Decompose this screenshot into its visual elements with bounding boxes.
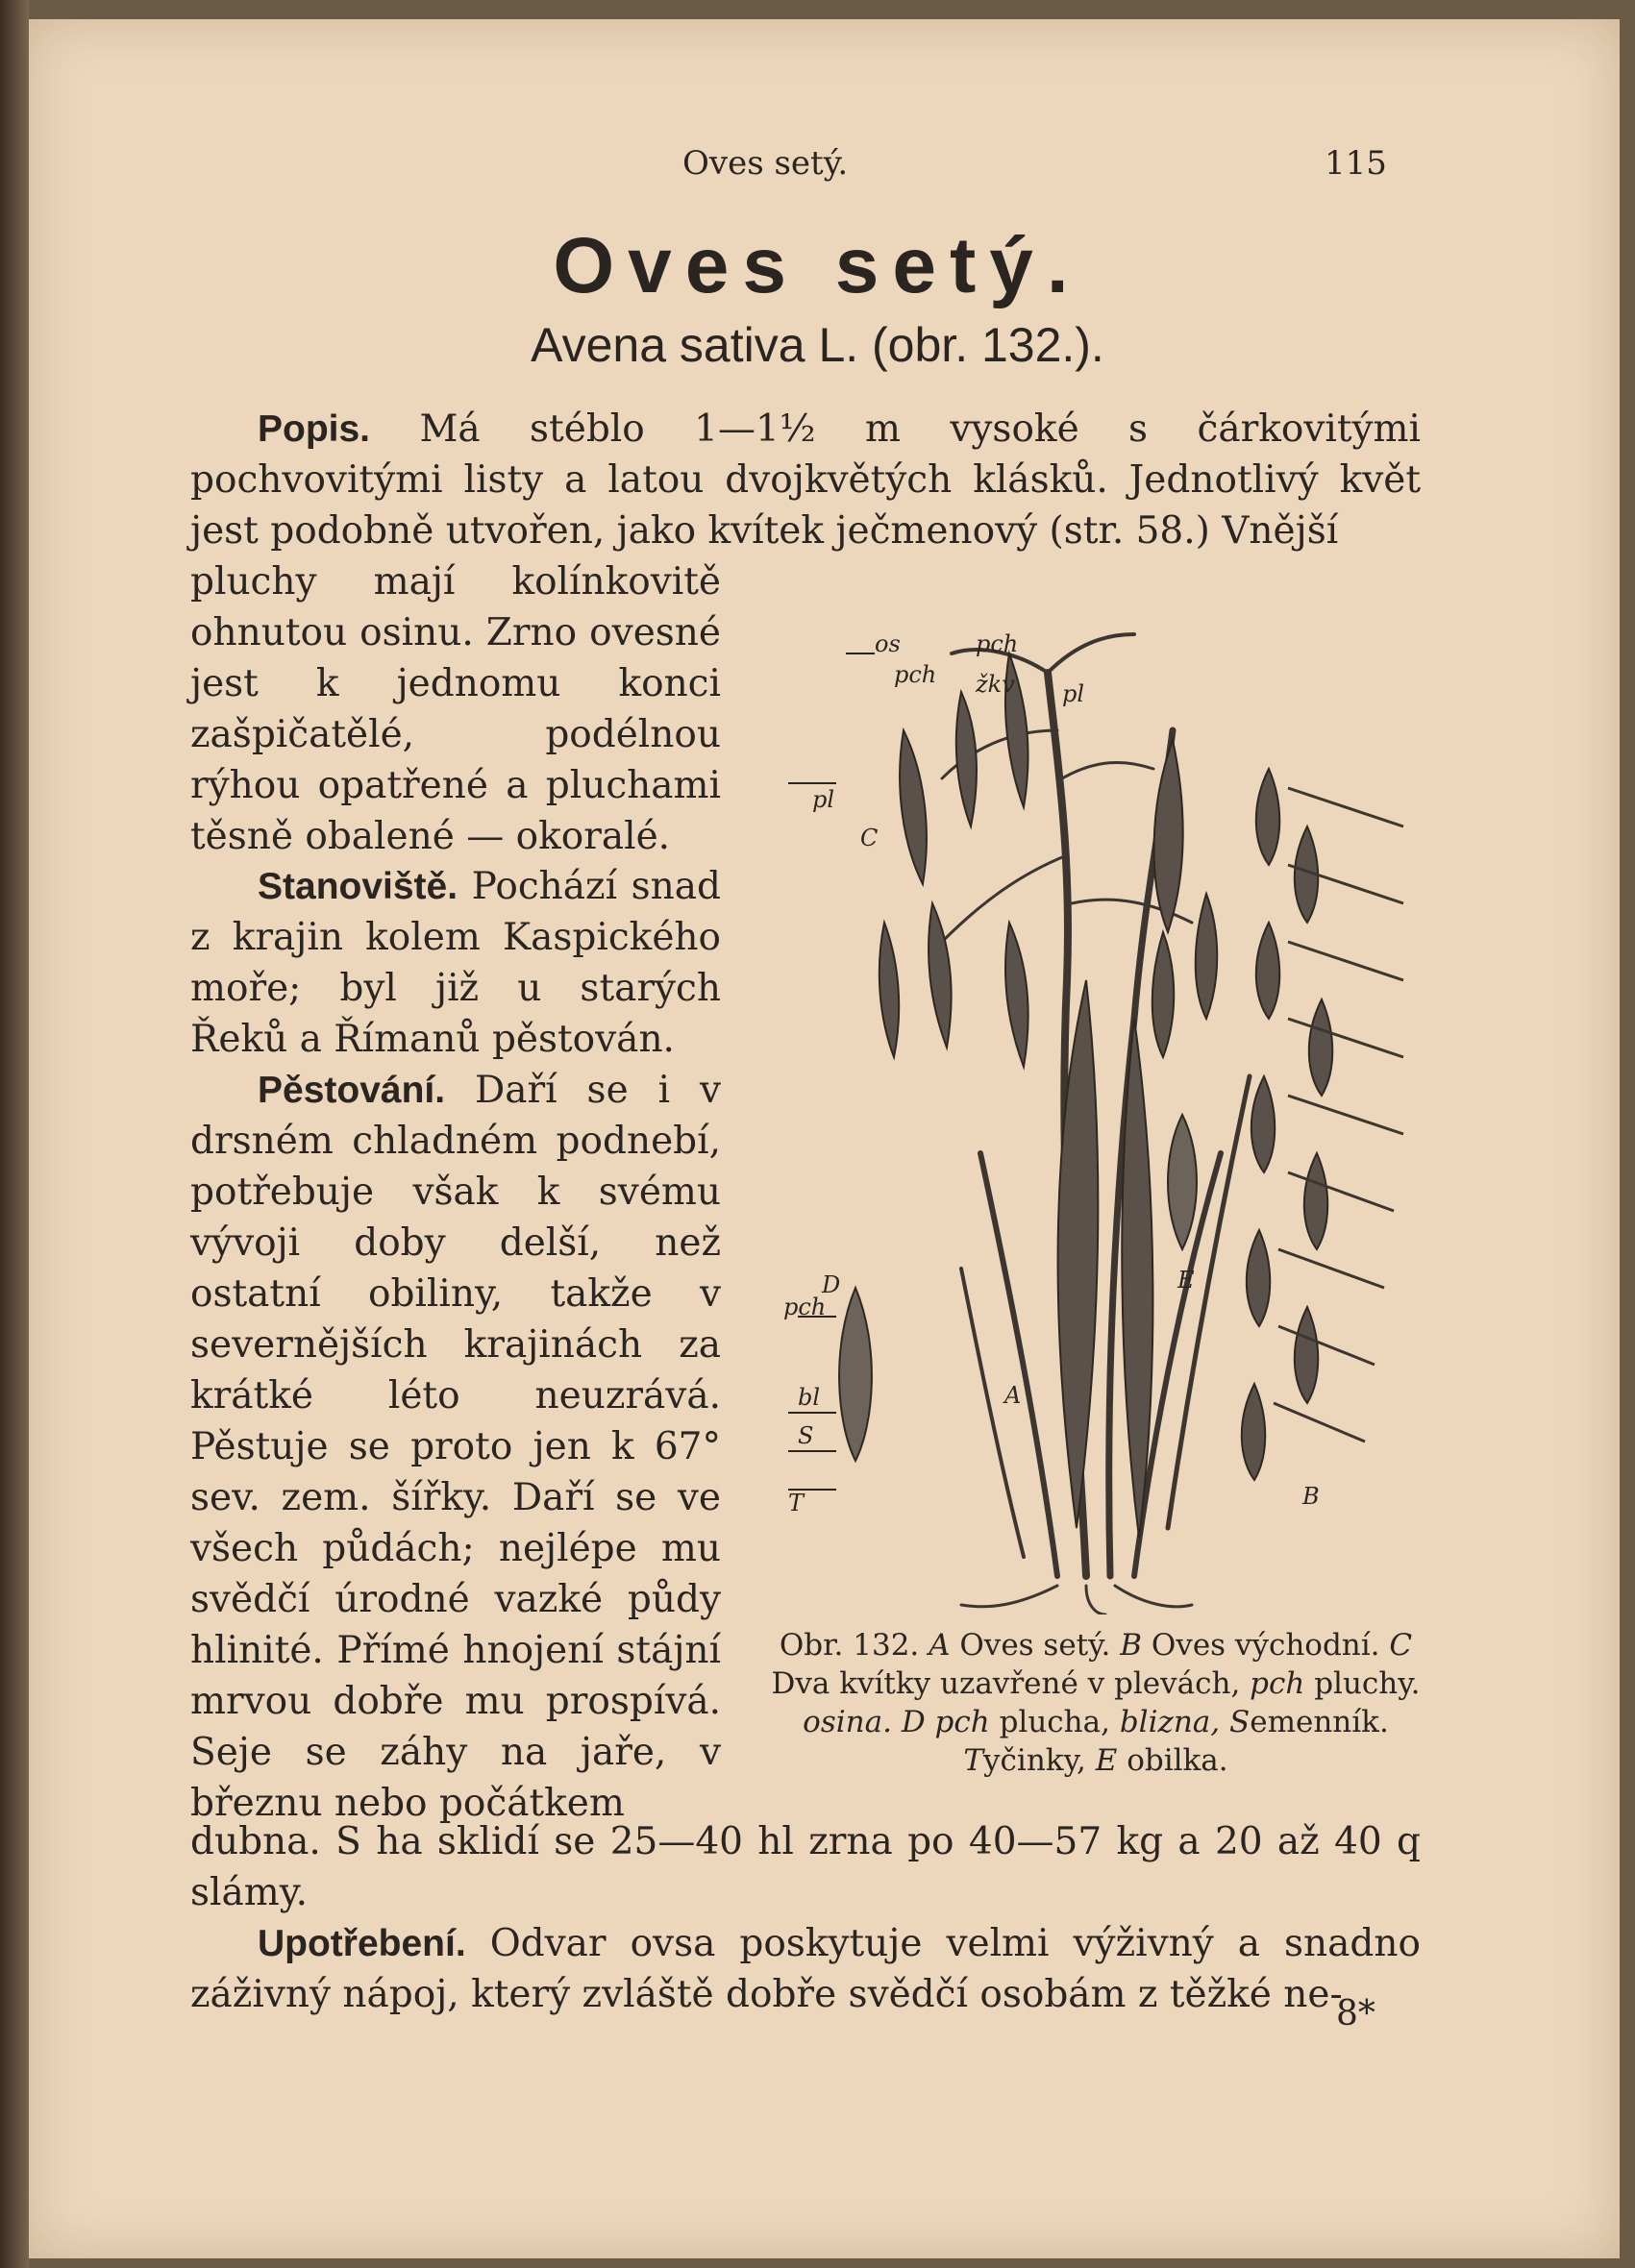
caption-d-text: plucha, (999, 1705, 1110, 1739)
fig-label-c: C (860, 825, 879, 851)
popis-continuation: pluchy mají kolínkovitě ohnutou osinu. Zrno ovesné jest k jednomu konci zašpičatělé, podélnou rýhou opatřené a pluchami těsně obalené — okoralé. (190, 560, 721, 858)
page-number: 115 (1325, 144, 1387, 183)
fig-label-t: T (788, 1490, 805, 1516)
fig-label-bl: bl (798, 1384, 821, 1411)
caption-t-text: yčinky, (983, 1743, 1086, 1778)
caption-e-text: obilka. (1127, 1743, 1228, 1778)
caption-s-text: emenník. (1250, 1705, 1389, 1739)
upotrebeni-text: Odvar ovsa poskytuje velmi výživný a snadno záživný nápoj, který zvláště dobře svědčí osobám z těžké ne- (190, 1922, 1421, 2016)
fig-label-b: B (1302, 1483, 1320, 1510)
caption-pch-text: pluchy. (1314, 1666, 1421, 1701)
page-subtitle: Avena sativa L. (obr. 132.). (531, 318, 1104, 372)
pestovani-paragraph (190, 1065, 721, 1829)
caption-d: D (901, 1705, 926, 1739)
grain-detail-e (1168, 1115, 1197, 1249)
oat-illustration (769, 615, 1423, 1615)
pestovani-heading: Pěstování. (258, 1070, 446, 1111)
caption-e: E (1095, 1743, 1118, 1778)
fig-label-os: os (875, 630, 901, 657)
upotrebeni-heading: Upotřebení. (258, 1923, 466, 1964)
fig-label-d: D (822, 1271, 841, 1298)
popis-text: Má stéblo 1—1½ m vysoké s čárkovitými pochvovitými listy a latou dvojkvětých klásků. Jednotlivý květ jest podobně utvořen, jako kvítek ječmenový (str. 58.) Vnější (190, 407, 1421, 553)
caption-s: S (1229, 1705, 1251, 1739)
stanoviste-heading: Stanoviště. (258, 866, 458, 907)
caption-c-text: Dva kvítky uzavřené v plevách, (771, 1666, 1241, 1701)
signature-mark: 8* (1336, 1994, 1375, 2034)
fig-label-s: S (798, 1422, 814, 1449)
figure-caption (769, 1626, 1423, 1780)
caption-b: B (1120, 1628, 1143, 1663)
fig-label-pch-c: pch (894, 661, 937, 688)
caption-t: T (963, 1743, 984, 1778)
running-title: Oves setý. (682, 144, 849, 183)
page-title: Oves setý. (553, 222, 1082, 309)
upotrebeni-paragraph (190, 1918, 1421, 2020)
fig-label-zkv: žkv (976, 671, 1015, 698)
caption-a-text: Oves setý. (959, 1628, 1111, 1663)
caption-pch: pch (1250, 1666, 1305, 1701)
caption-c: C (1389, 1628, 1413, 1663)
stanoviste-paragraph (190, 861, 721, 1065)
caption-os: osina. (803, 1705, 892, 1739)
popis-paragraph (190, 404, 1421, 556)
caption-b-text: Oves východní. (1151, 1628, 1380, 1663)
fig-label-a: A (1004, 1382, 1022, 1409)
pestovani-text: Daří se i v drsném chladném podnebí, potřebuje však k svému vývoji doby delší, než ostatní obiliny, takže v severnějších krajinách za krátké léto neuzrává. Pěstuje se proto jen k 67° sev. zem. šířky. Daří se ve všech půdách; nejlépe mu svědčí úrodné vazké půdy hlinité. Přímé hnojení stájní mrvou dobře mu prospívá. Seje se záhy na jaře, v březnu nebo počátkem (190, 1069, 721, 1825)
caption-d-pch: pch (934, 1705, 990, 1739)
fig-label-e: E (1177, 1267, 1195, 1294)
pestovani-continuation: dubna. S ha sklidí se 25—40 hl zrna po 40—57 kg a 20 až 40 q slámy. (190, 1820, 1421, 1914)
fig-label-pl-left: pl (812, 786, 835, 813)
caption-prefix: Obr. 132. (779, 1628, 920, 1663)
caption-a: A (929, 1628, 951, 1663)
floret-detail-d (839, 1288, 872, 1461)
popis-heading: Popis. (258, 408, 371, 450)
fig-label-pch-d: pch (783, 1294, 827, 1320)
fig-label-pch-top: pch (976, 630, 1019, 657)
fig-label-pl-top: pl (1062, 680, 1085, 707)
caption-bl: blizna, (1119, 1705, 1221, 1739)
stanoviste-text: Pochází snad z krajin kolem Kaspického moře; byl již u starých Řeků a Římanů pěstován. (190, 865, 721, 1061)
